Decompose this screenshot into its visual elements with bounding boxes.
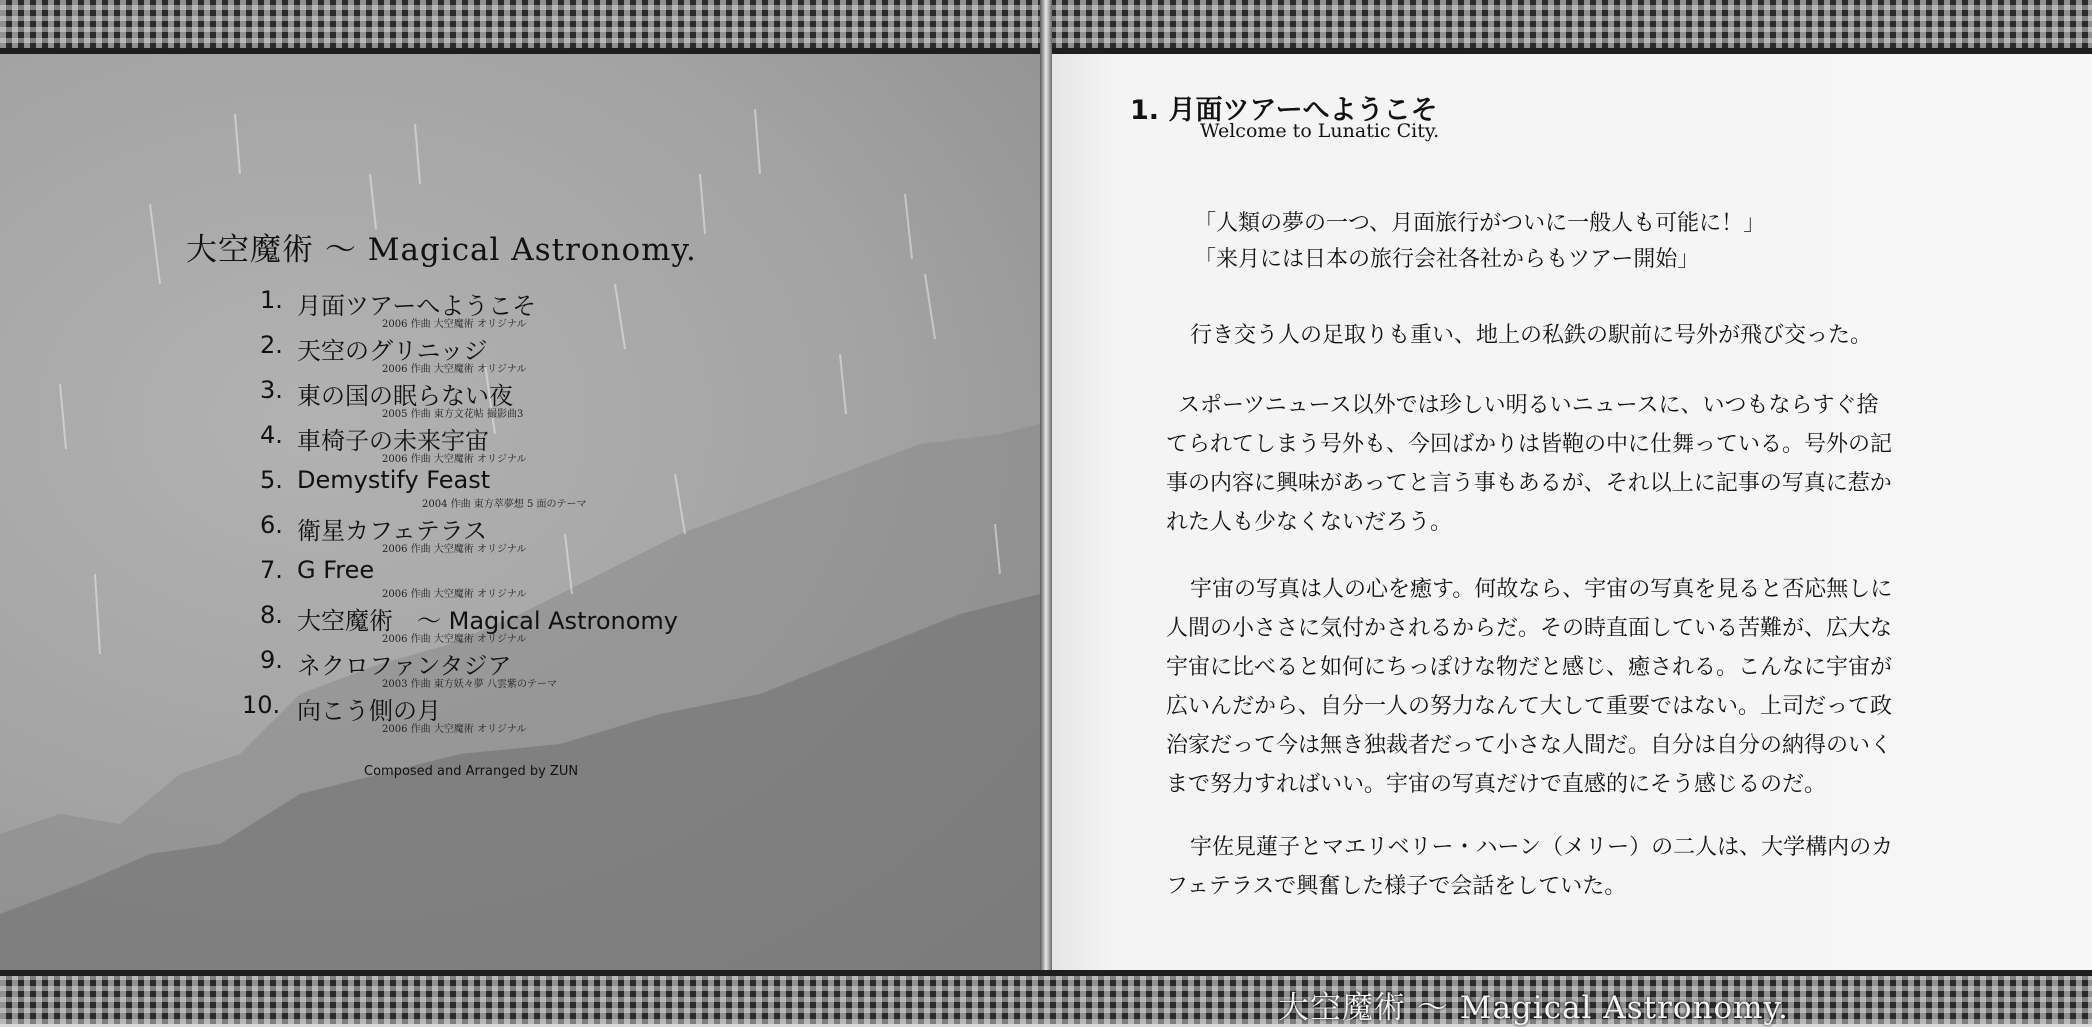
chapter-subtitle: Welcome to Lunatic City. xyxy=(1200,120,1440,142)
track-number: 6. xyxy=(260,511,283,539)
body-paragraph xyxy=(1190,316,2002,355)
track-title: 大空魔術 ～ Magical Astronomy xyxy=(297,607,678,635)
track-credit: 2003 作曲 東方妖々夢 八雲紫のテーマ xyxy=(382,679,557,690)
track-credit: 2004 作曲 東方萃夢想 5 面のテーマ xyxy=(422,499,587,510)
album-title-overlay: 大空魔術 ～ Magical Astronomy. xyxy=(186,232,697,268)
track-credit: 2005 作曲 東方文花帖 撮影曲3 xyxy=(382,409,524,420)
track-number: 3. xyxy=(260,376,283,404)
body-line: 「来月には日本の旅行会社各社からもツアー開始」 xyxy=(1194,247,1700,272)
track-credit: 2006 作曲 大空魔術 オリジナル xyxy=(382,544,527,555)
track-credit: 2006 作曲 大空魔術 オリジナル xyxy=(382,724,527,735)
track-credit: 2006 作曲 大空魔術 オリジナル xyxy=(382,454,527,465)
track-credit: 2006 作曲 大空魔術 オリジナル xyxy=(382,364,527,375)
body-line: 「人類の夢の一つ、月面旅行がついに一般人も可能に！」 xyxy=(1194,211,1766,236)
body-line: てられてしまう号外も、今回ばかりは皆鞄の中に仕舞っている。号外の記 xyxy=(1166,432,1893,457)
track-title: 向こう側の月 xyxy=(297,697,441,725)
track-title: 衛星カフェテラス xyxy=(297,517,488,545)
rain-mountain-background xyxy=(0,54,1040,970)
body-line: 宇宙の写真は人の心を癒す。何故なら、宇宙の写真を見ると否応無しに xyxy=(1190,577,1893,602)
track-number: 5. xyxy=(260,466,283,494)
body-line: 治家だって今は無き独裁者だって小さな人間だ。自分は自分の納得のいく xyxy=(1166,733,1893,758)
body-line: 広いんだから、自分一人の努力なんて大して重要ではない。上司だって政 xyxy=(1166,694,1893,719)
body-paragraph xyxy=(1166,828,1978,906)
left-page xyxy=(0,54,1040,970)
body-paragraph xyxy=(1166,386,1978,542)
track-number: 2. xyxy=(260,331,283,359)
track-credit: 2006 作曲 大空魔術 オリジナル xyxy=(382,319,527,330)
track-number: 7. xyxy=(260,556,283,584)
track-title: 東の国の眠らない夜 xyxy=(297,382,513,410)
body-line: フェテラスで興奮した様子で会話をしていた。 xyxy=(1166,874,1627,899)
body-paragraph xyxy=(1194,206,2006,278)
chapter-title: 1. 月面ツアーへようこそ xyxy=(1130,95,1438,126)
track-title: ネクロファンタジア xyxy=(297,652,512,680)
body-line: 事の内容に興味があってと言う事もあるが、それ以上に記事の写真に惹か xyxy=(1166,471,1892,496)
body-line: スポーツニュース以外では珍しい明るいニュースに、いつもならすぐ捨 xyxy=(1178,393,1879,418)
track-number: 1. xyxy=(260,286,283,314)
body-line: 宇宙に比べると如何にちっぽけな物だと感じ、癒される。こんなに宇宙が xyxy=(1166,655,1893,680)
track-credit: 2006 作曲 大空魔術 オリジナル xyxy=(382,589,527,600)
book-spine xyxy=(1040,0,1052,1024)
body-line: 行き交う人の足取りも重い、地上の私鉄の駅前に号外が飛び交った。 xyxy=(1190,323,1873,348)
body-paragraph xyxy=(1166,570,1978,804)
track-title: 月面ツアーへようこそ xyxy=(297,292,537,320)
track-title: G Free xyxy=(297,556,375,584)
track-number: 8. xyxy=(260,601,283,629)
track-title: 車椅子の未来宇宙 xyxy=(297,427,489,455)
body-line: 宇佐見蓮子とマエリベリー・ハーン（メリー）の二人は、大学構内のカ xyxy=(1190,835,1894,860)
track-number: 9. xyxy=(260,646,283,674)
track-number: 10. xyxy=(242,691,281,719)
body-line: れた人も少なくないだろう。 xyxy=(1166,510,1453,535)
track-credit: 2006 作曲 大空魔術 オリジナル xyxy=(382,634,527,645)
track-number: 4. xyxy=(260,421,283,449)
footer-title: 大空魔術 ～ Magical Astronomy. xyxy=(1278,990,1789,1026)
track-title: Demystify Feast xyxy=(297,466,491,494)
body-line: まで努力すればいい。宇宙の写真だけで直感的にそう感じるのだ。 xyxy=(1166,772,1827,797)
composer-credit: Composed and Arranged by ZUN xyxy=(364,764,579,779)
body-line: 人間の小ささに気付かされるからだ。その時直面している苦難が、広大な xyxy=(1166,616,1893,641)
track-title: 天空のグリニッジ xyxy=(297,337,488,365)
